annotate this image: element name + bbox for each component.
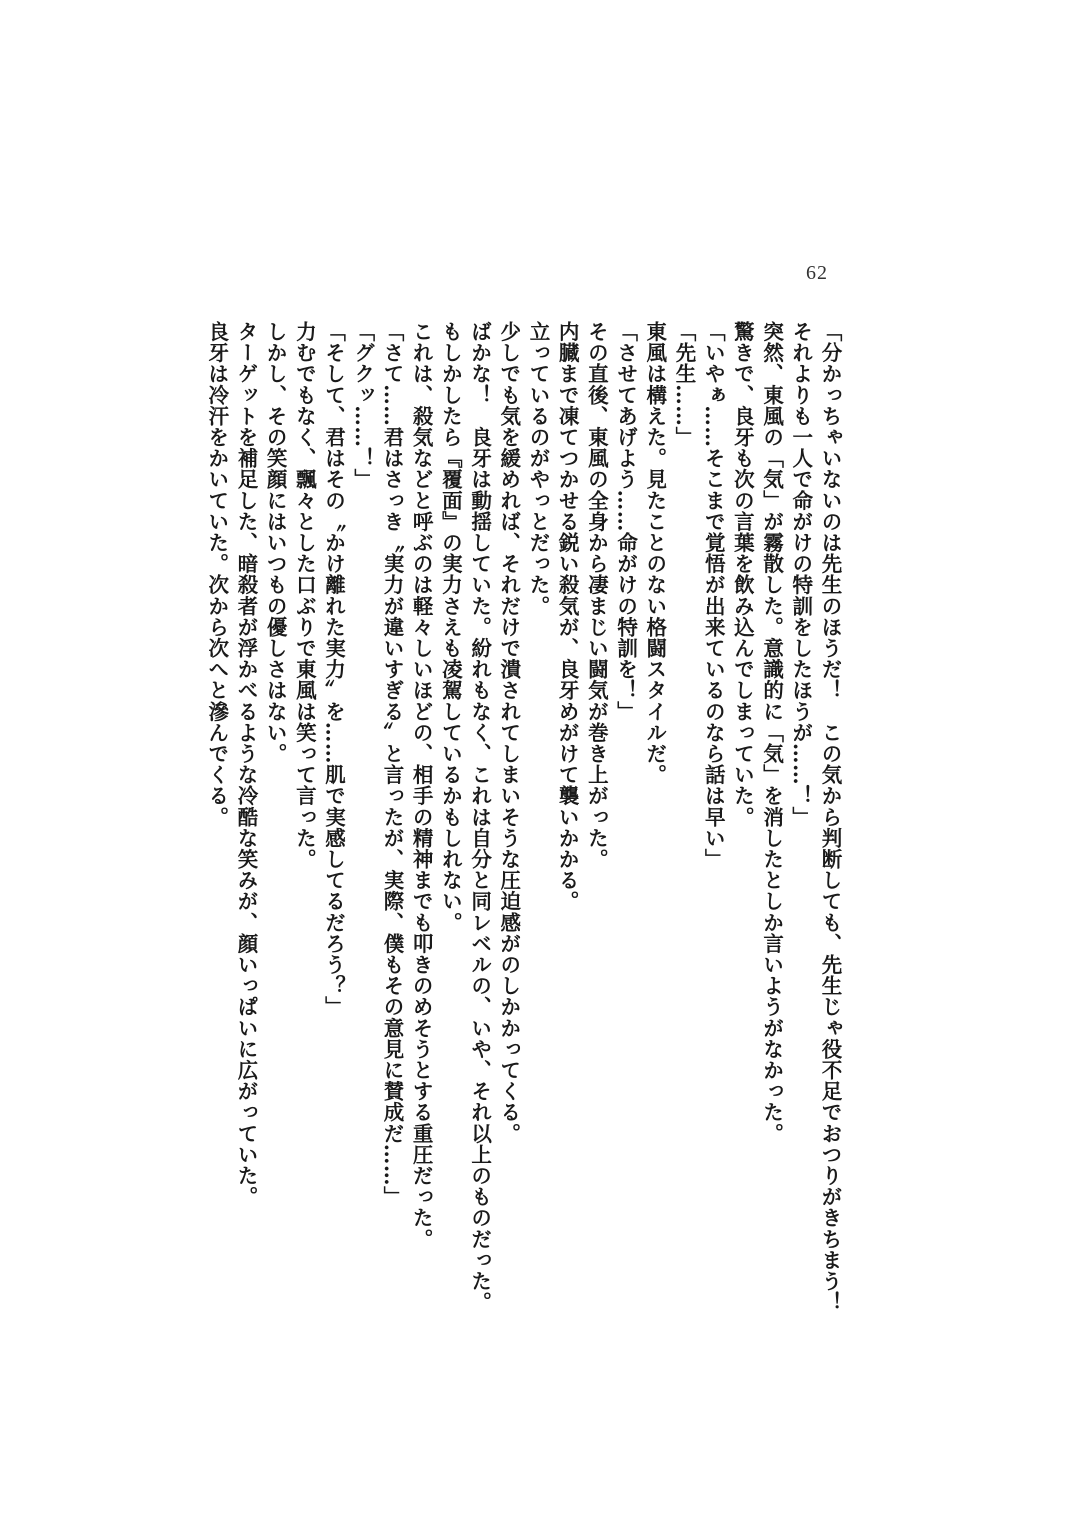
text-line: 少しでも気を緩めれば、それだけで潰されてしまいそうな圧迫感がのしかかってくる。 xyxy=(496,321,521,1144)
text-line: その直後、東風の全身から凄まじい闘気が巻き上がった。 xyxy=(584,321,609,870)
text-line: 立っているのがやっとだった。 xyxy=(525,321,550,617)
text-line: 良牙は冷汗をかいていた。次から次へと滲んでくる。 xyxy=(204,321,229,828)
text-line: ターゲットを補足した、暗殺者が浮かべるような冷酷な笑みが、顔いっぱいに広がっていた。 xyxy=(233,321,258,1208)
body-text xyxy=(202,321,844,1313)
text-line: 「先生……」 xyxy=(671,321,696,448)
text-line: 「そして、君はその〝かけ離れた実力〟を……肌で実感してるだろう？」 xyxy=(321,321,346,1018)
text-line: これは、殺気などと呼ぶのは軽々しいほどの、相手の精神までも叩きのめそうとする重圧だった。 xyxy=(409,321,434,1250)
text-line: 内臓まで凍てつかせる鋭い殺気が、良牙めがけて襲いかかる。 xyxy=(555,321,580,912)
text-line: 突然、東風の「気」が霧散した。意識的に「気」を消したとしか言いようがなかった。 xyxy=(759,321,784,1144)
text-line: 「させてあげよう……命がけの特訓を！」 xyxy=(613,321,638,722)
text-line: しかし、その笑顔にはいつもの優しさはない。 xyxy=(263,321,288,765)
text-line: ばかな！ 良牙は動揺していた。紛れもなく、これは自分と同レベルの、いや、それ以上のものだった。 xyxy=(467,321,492,1313)
text-line: 東風は構えた。見たことのない格闘スタイルだ。 xyxy=(642,321,667,786)
text-line: 「いやぁ……そこまで覚悟が出来ているのなら話は早い」 xyxy=(701,321,726,870)
text-line: 驚きで、良牙も次の言葉を飲み込んでしまっていた。 xyxy=(730,321,755,828)
text-line: 「グクッ……！」 xyxy=(350,321,375,490)
text-line: 「分かっちゃいないのは先生のほうだ！ この気から判断しても、先生じゃ役不足でおつりがきちまう！ xyxy=(818,321,842,1313)
text-line: 力むでもなく、飄々とした口ぶりで東風は笑って言った。 xyxy=(292,321,317,870)
text-line: もしかしたら『覆面』の実力さえも凌駕しているかもしれない。 xyxy=(438,321,463,933)
text-line: それよりも一人で命がけの特訓をしたほうが……！」 xyxy=(788,321,813,828)
page-number: 62 xyxy=(806,262,828,284)
text-line: 「さて……君はさっき〝実力が違いすぎる〟と言ったが、実際、僕もその意見に賛成だ……」 xyxy=(379,321,404,1208)
